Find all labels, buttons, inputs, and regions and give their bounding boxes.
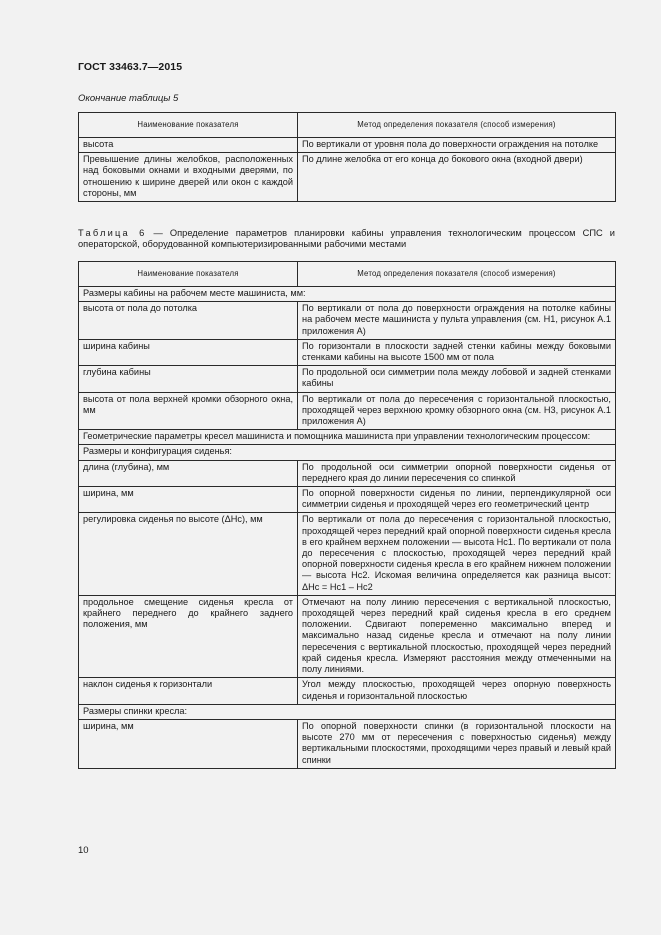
measurement-method: По вертикали от уровня пола до поверхности ограждения на потолке: [298, 138, 616, 153]
table-section-row: [79, 445, 616, 460]
measurement-method: Угол между плоскостью, проходящей через опорную поверхность сиденья и горизонтальной плоскостью: [298, 678, 616, 704]
column-header-method: Метод определения показателя (способ измерения): [298, 113, 616, 138]
measurement-method: По опорной поверхности сиденья по линии, перпендикулярной оси симметрии сиденья и проходящей через его геометрический центр: [298, 487, 616, 513]
table-row: [79, 339, 616, 365]
indicator-name: наклон сиденья к горизонтали: [79, 678, 298, 704]
table-section-row: [79, 430, 616, 445]
indicator-name: высота от пола верхней кромки обзорного окна, мм: [79, 392, 298, 430]
table-row: [79, 366, 616, 392]
indicator-name: регулировка сиденья по высоте (ΔHс), мм: [79, 513, 298, 595]
table-header-row: [79, 262, 616, 287]
table-5: [78, 112, 616, 202]
table-row: [79, 513, 616, 595]
indicator-name: высота от пола до потолка: [79, 302, 298, 340]
column-header-name: Наименование показателя: [79, 262, 298, 287]
table-6: [78, 261, 616, 769]
table-section-row: [79, 704, 616, 719]
measurement-method: По длине желобка от его конца до бокового окна (входной двери): [298, 153, 616, 202]
table-row: [79, 487, 616, 513]
table-row: [79, 595, 616, 677]
table-header-row: [79, 113, 616, 138]
indicator-name: ширина, мм: [79, 487, 298, 513]
table-row: [79, 678, 616, 704]
column-header-name: Наименование показателя: [79, 113, 298, 138]
document-title: ГОСТ 33463.7—2015: [78, 61, 183, 73]
table-row: [79, 153, 616, 202]
indicator-name: продольное смещение сиденья кресла от крайнего переднего до крайнего заднего положения, мм: [79, 595, 298, 677]
section-heading: Геометрические параметры кресел машиниста и помощника машиниста при управлении технологическим процессом:: [79, 430, 616, 445]
table6-label: Таблица 6: [78, 228, 147, 238]
indicator-name: Превышение длины желобков, расположенных над боковыми окнами и входными дверями, по отношению к ширине дверей или окон с каждой стороны, мм: [79, 153, 298, 202]
table5-caption: Окончание таблицы 5: [78, 93, 179, 104]
page-number: 10: [78, 845, 89, 856]
table-row: [79, 719, 616, 768]
table-row: [79, 460, 616, 486]
indicator-name: высота: [79, 138, 298, 153]
indicator-name: ширина кабины: [79, 339, 298, 365]
measurement-method: По горизонтали в плоскости задней стенки кабины между боковыми стенками кабины на высоте 1500 мм от пола: [298, 339, 616, 365]
measurement-method: Отмечают на полу линию пересечения с вертикальной плоскостью, проходящей через передний край сиденья кресла в его среднем положении. Сдвигают попеременно максимально вперед и максимально назад сиденье кресла и отмечают на полу линии пересечения с вертикальной плоскостью, проходящей через передний край сиденья кресла. Измеряют расстояния между отмеченными на полу линиями.: [298, 595, 616, 677]
section-heading: Размеры спинки кресла:: [79, 704, 616, 719]
measurement-method: По продольной оси симметрии опорной поверхности сиденья от переднего края до линии пересечения со спинкой: [298, 460, 616, 486]
table-row: [79, 302, 616, 340]
measurement-method: По опорной поверхности спинки (в горизонтальной плоскости на высоте 270 мм от пересечения с поверхностью сиденья) между вертикальными плоскостями, проходящими через правый и левый край спинки: [298, 719, 616, 768]
measurement-method: По продольной оси симметрии пола между лобовой и задней стенками кабины: [298, 366, 616, 392]
indicator-name: длина (глубина), мм: [79, 460, 298, 486]
table6-title-text: — Определение параметров планировки кабины управления технологическим процессом СПС и операторской, оборудованной компьютеризированными рабочими местами: [78, 228, 615, 250]
measurement-method: По вертикали от пола до поверхности ограждения на потолке кабины на рабочем месте машиниста у пульта управления (см. H1, рисунок А.1 приложения А): [298, 302, 616, 340]
section-heading: Размеры и конфигурация сиденья:: [79, 445, 616, 460]
measurement-method: По вертикали от пола до пересечения с горизонтальной плоскостью, проходящей через верхнюю кромку обзорного окна (см. H3, рисунок А.1 приложения А): [298, 392, 616, 430]
table-section-row: [79, 287, 616, 302]
indicator-name: глубина кабины: [79, 366, 298, 392]
measurement-method: По вертикали от пола до пересечения с горизонтальной плоскостью, проходящей через передний край опорной поверхности сиденья кресла в его крайнем верхнем положении — высота Hс1. По вертикали от пола до пересечения с плоскостью, проходящей через передний край опорной поверхности сиденья кресла в его крайнем нижнем положении — высота Hс2. Искомая величина определяется как разница высот: ΔHс = Hс1 – Hс2: [298, 513, 616, 595]
indicator-name: ширина, мм: [79, 719, 298, 768]
column-header-method: Метод определения показателя (способ измерения): [298, 262, 616, 287]
table-row: [79, 392, 616, 430]
table6-title: [78, 228, 615, 251]
section-heading: Размеры кабины на рабочем месте машиниста, мм:: [79, 287, 616, 302]
table-row: [79, 138, 616, 153]
